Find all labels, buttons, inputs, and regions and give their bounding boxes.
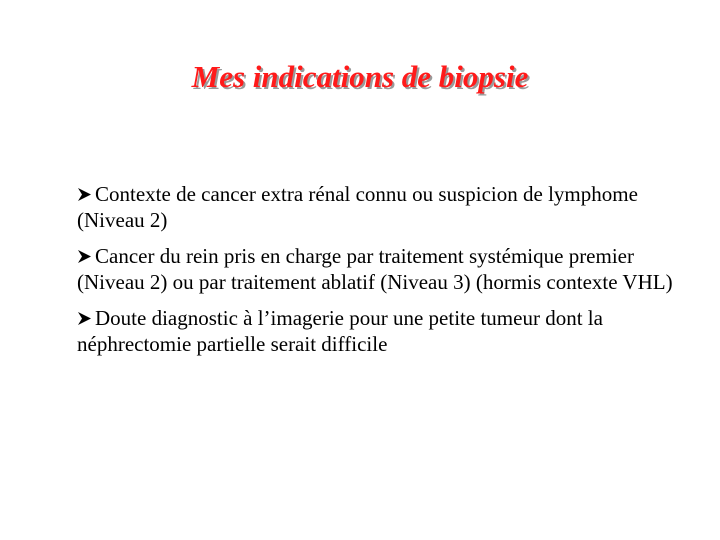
slide-title: Mes indications de biopsie [191,59,529,94]
bullet-text: Doute diagnostic à l’imagerie pour une petite tumeur dont la néphrectomie partielle serait difficile [77,306,603,356]
bullet-text: Contexte de cancer extra rénal connu ou suspicion de lymphome (Niveau 2) [77,182,638,232]
arrowhead-bullet-icon [77,187,92,202]
bullet-item [77,243,677,295]
bullet-list [77,181,677,367]
bullet-item [77,305,677,357]
arrowhead-bullet-icon [77,311,92,326]
bullet-text: Cancer du rein pris en charge par traitement systémique premier (Niveau 2) ou par traitement ablatif (Niveau 3) (hormis contexte VHL) [77,244,673,294]
arrowhead-bullet-icon [77,249,92,264]
bullet-item [77,181,677,233]
